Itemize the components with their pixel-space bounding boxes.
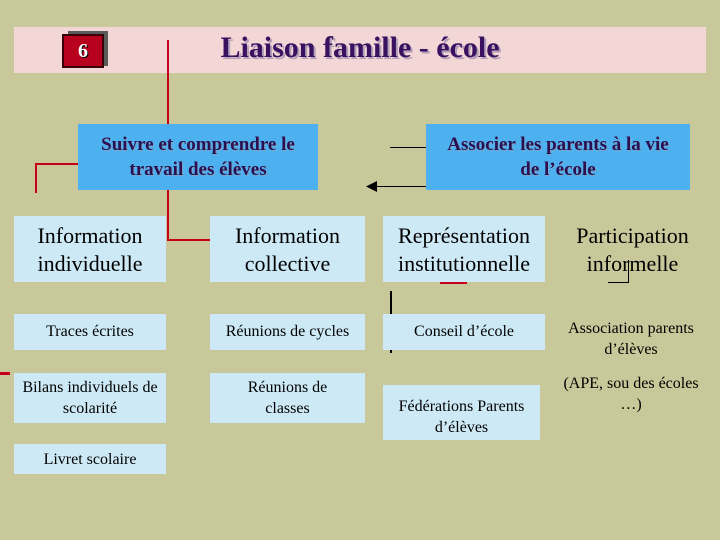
item-association-parents: Association parents d’élèves — [568, 320, 694, 358]
arrowhead-icon — [366, 181, 378, 193]
group-header-left: Suivre et comprendre le travail des élèves — [78, 124, 318, 190]
column-header-individual: Information individuelle — [14, 216, 166, 282]
connector-line — [372, 186, 427, 187]
page-title: Liaison famille - école — [220, 31, 500, 64]
item-federations-parents: Fédérations Parents d’élèves — [383, 385, 540, 440]
slide-number-badge: 6 — [62, 34, 104, 68]
item-ape: (APE, sou des écoles …) — [563, 375, 699, 413]
column-header-institutional: Représentation institutionnelle — [383, 216, 545, 282]
item-reunions-classes: Réunions de classes — [210, 373, 365, 423]
connector-line — [608, 282, 629, 283]
connector-line — [35, 163, 37, 193]
connector-line — [390, 147, 428, 148]
item-livret-scolaire: Livret scolaire — [14, 444, 166, 474]
item-traces-ecrites: Traces écrites — [14, 314, 166, 350]
column-header-informal: Participation informelle — [576, 223, 689, 276]
connector-line — [35, 163, 80, 165]
item-bilans-individuels: Bilans individuels de scolarité — [14, 373, 166, 423]
group-header-right: Associer les parents à la vie de l’école — [426, 124, 690, 190]
column-header-collective: Information collective — [210, 216, 365, 282]
item-conseil-ecole: Conseil d’école — [383, 314, 545, 350]
connector-line — [0, 372, 10, 375]
connector-line — [440, 282, 467, 284]
item-reunions-cycles: Réunions de cycles — [210, 314, 365, 350]
